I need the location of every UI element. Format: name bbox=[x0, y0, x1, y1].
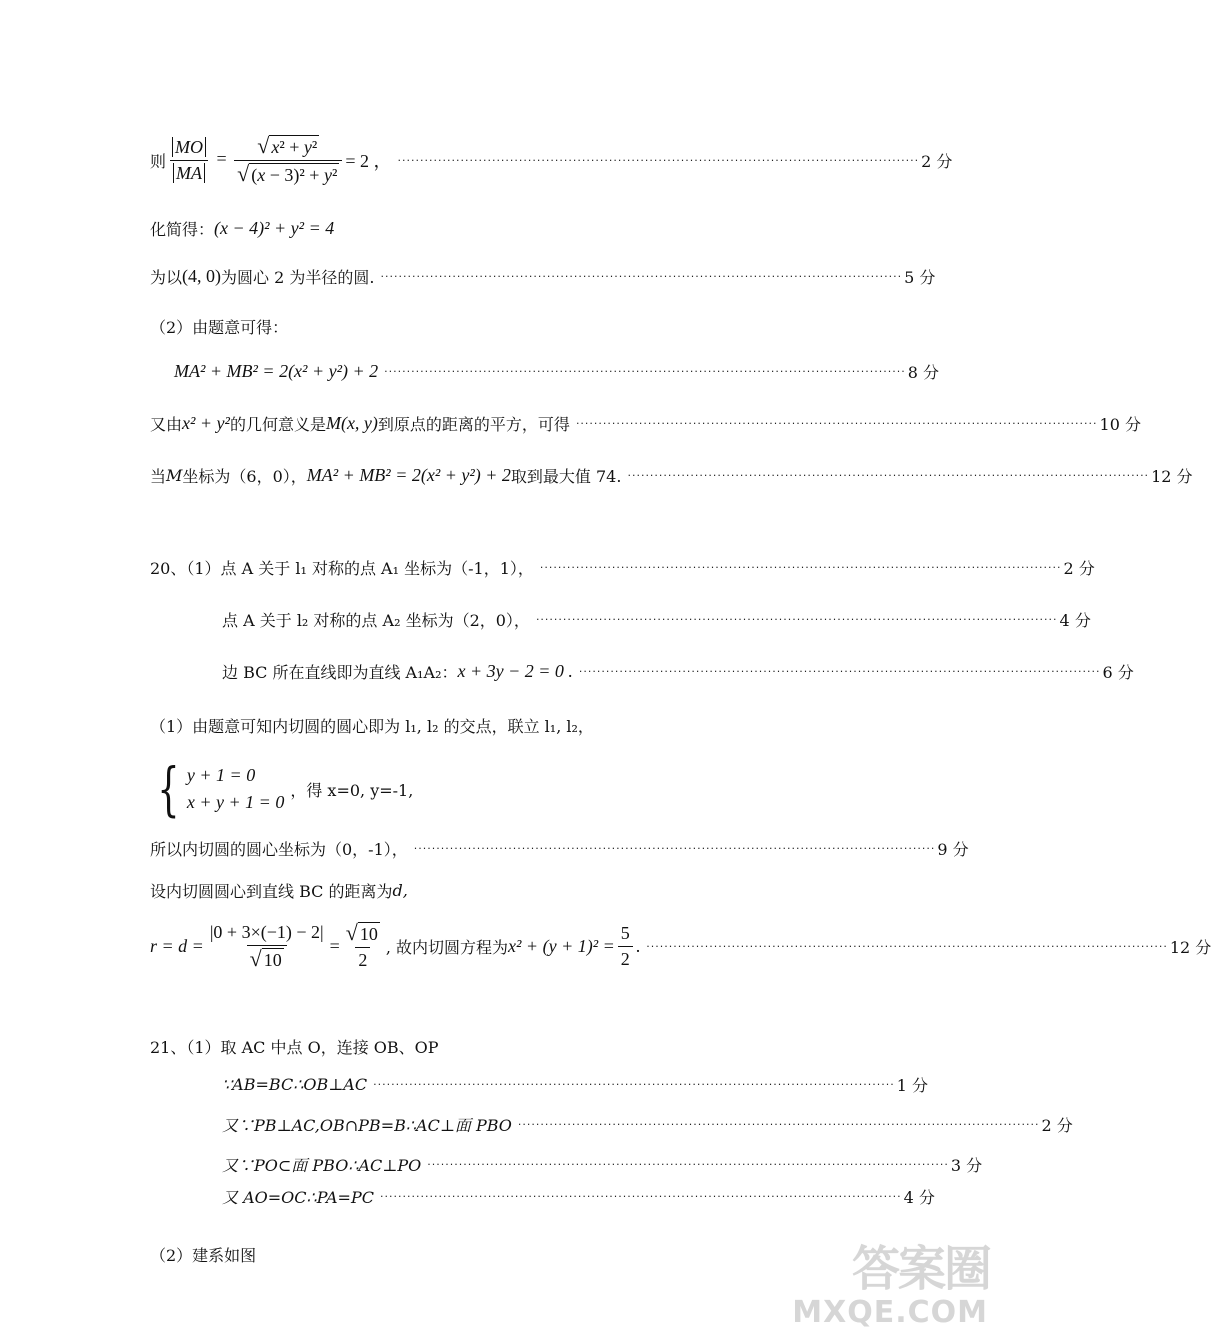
distance-fraction: |0 + 3×(−1) − 2| √ 10 bbox=[209, 921, 324, 971]
dot-leader: ···················································································································· bbox=[627, 468, 1150, 482]
dot-leader: ···················································································································· bbox=[379, 1189, 902, 1203]
dot-leader: ···················································································································· bbox=[413, 841, 936, 855]
max-value-line: 当 M 坐标为（6，0）， MA² + MB² = 2(x² + y²) + 2 取到最大值 74. ···················································································································· 12 分 bbox=[150, 464, 1193, 486]
geometry-meaning-line: 又由 x² + y² 的几何意义是 M(x, y) 到原点的距离的平方，可得 ···················································································································· 10 分 bbox=[150, 412, 1141, 434]
dot-leader: ···················································································································· bbox=[535, 612, 1058, 626]
q21-line-1: 21、（1）取 AC 中点 O，连接 OB、OP bbox=[150, 1037, 439, 1057]
score-label: 4 分 bbox=[903, 1187, 935, 1207]
q20-line-2: 点 A 关于 l₂ 对称的点 A₂ 坐标为（2，0）， ···················································································································· 4 分 bbox=[222, 605, 814, 633]
score-label: 2 分 bbox=[921, 151, 953, 171]
dot-leader: ···················································································································· bbox=[373, 1077, 895, 1091]
circle-rhs-fraction: $\frac{5}{2}$ bbox=[618, 923, 633, 970]
score-label: 2 分 bbox=[1063, 558, 1095, 578]
q20-line-4: （1）由题意可知内切圆的圆心即为 l₁, l₂ 的交点，联立 l₁, l₂， bbox=[150, 716, 594, 736]
q21-line-3: 又∵PB⊥AC,OB∩PB=B∴AC⊥面 PBO ···················································································································· 2 分 bbox=[222, 1110, 808, 1138]
ratio-line: 则 $\frac{MO}{MA}$ = √ x² + y² √ (x − 3)² + y² = 2 ， ···················································································································· 2 分 bbox=[150, 132, 953, 186]
dot-leader: ···················································································································· bbox=[578, 664, 1101, 678]
sum-squares-line: MA² + MB² = 2(x² + y²) + 2 ···················································································································· 8 分 bbox=[174, 360, 940, 382]
score-label: 9 分 bbox=[937, 839, 969, 859]
q20-line-1: 20、（1）点 A 关于 l₁ 对称的点 A₁ 坐标为（-1，1）， ···················································································································· 2 分 bbox=[150, 553, 814, 581]
ratio-expression: $\frac{MO}{MA}$ = √ x² + y² √ (x − 3)² + y² bbox=[166, 135, 345, 186]
dot-leader: ···················································································································· bbox=[517, 1117, 1040, 1131]
dot-leader: ···················································································································· bbox=[427, 1157, 949, 1171]
q21-line-4: 又∵PO⊂面 PBO∴AC⊥PO ···················································································································· 3 分 bbox=[222, 1150, 798, 1178]
score-label: 1 分 bbox=[896, 1075, 928, 1095]
equation-system: { y + 1 = 0 x + y + 1 = 0 bbox=[157, 755, 285, 823]
score-label: 12 分 bbox=[1151, 466, 1193, 486]
score-label: 8 分 bbox=[907, 362, 940, 382]
dot-leader: ···················································································································· bbox=[575, 416, 1098, 430]
q21-line-5: 又 AO=OC∴PA=PC ···················································································································· 4 分 bbox=[222, 1182, 812, 1210]
score-label: 5 分 bbox=[904, 267, 936, 287]
equation-system-line: { y + 1 = 0 x + y + 1 = 0 ，得 x=0, y=-1, bbox=[150, 758, 413, 820]
q20-line-6: 所以内切圆的圆心坐标为（0，-1）， ···················································································································· 9 分 bbox=[150, 834, 820, 862]
dot-leader: ···················································································································· bbox=[397, 153, 920, 167]
dot-leader: ···················································································································· bbox=[380, 269, 903, 283]
circle-line: 为以 (4, 0) 为圆心 2 为半径的圆. ···················································································································· 5 分 bbox=[150, 265, 936, 287]
dot-leader: ···················································································································· bbox=[646, 939, 1168, 953]
score-label: 6 分 bbox=[1102, 662, 1134, 682]
score-label: 3 分 bbox=[950, 1155, 983, 1175]
score-label: 12 分 bbox=[1169, 937, 1211, 957]
score-label: 10 分 bbox=[1099, 414, 1141, 434]
score-label: 4 分 bbox=[1059, 610, 1091, 630]
dot-leader: ···················································································································· bbox=[384, 364, 906, 378]
part2-line: （2）由题意可得： bbox=[150, 317, 289, 337]
watermark-logo: 答案圈 MXQE.COM bbox=[792, 1241, 990, 1330]
dot-leader: ···················································································································· bbox=[539, 560, 1062, 574]
radius-fraction: √ 10 2 bbox=[345, 919, 378, 970]
radius-line: r = d = |0 + 3×(−1) − 2| √ 10 = √ 10 2 , 故内切圆方程为 x² + (y + 1)² = $\frac{5}{2}$ . ···················································································································· 12 分 bbox=[150, 919, 1211, 971]
q21-line-2: ∵AB=BC∴OB⊥AC ···················································································································· 1 分 bbox=[222, 1074, 928, 1095]
q20-line-7: 设内切圆圆心到直线 BC 的距离为 d, bbox=[150, 880, 408, 901]
score-label: 2 分 bbox=[1041, 1115, 1073, 1135]
simplify-line: 化简得： (x − 4)² + y² = 4 bbox=[150, 217, 335, 239]
q20-line-3: 边 BC 所在直线即为直线 A₁A₂： x + 3y − 2 = 0 . ···················································································································· 6 分 bbox=[222, 660, 1134, 682]
q21-line-6: （2）建系如图 bbox=[150, 1245, 257, 1265]
